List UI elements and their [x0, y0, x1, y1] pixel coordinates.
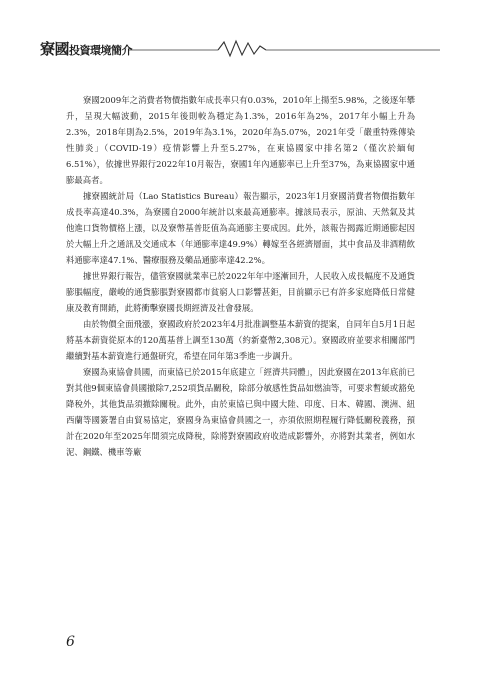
paragraph-cpi-history: 寮國2009年之消費者物價指數年成長率只有0.03%，2010年上揚至5.98%，之後逐年攀升，呈現大幅波動，2015年後則較為穩定為1.3%，2016年為2%，2017年小幅上升為2.3%，2018年則為2.5%，2019年為3.1%，2020年為5.07%，2021年受「嚴重特殊傳染性肺炎」（COVID-19）疫情影響上升至5.27%，在東協國家中排名第2（僅次於緬甸6.51%），依據世界銀行2022年10月報告，寮國1年內通膨率已上升至37%，為東協國家中通膨最高者。 — [66, 95, 415, 185]
header-title-subtitle: 投資環境簡介 — [69, 44, 133, 57]
paragraph-minimum-wage: 由於物價全面飛漲，寮國政府於2023年4月批准調整基本薪資的提案，自同年自5月1日起將基本薪資從原本的120萬基普上調至130萬（約新臺幣2,308元）。寮國政府並要求相關部門繼續對基本薪資進行通盤研究，希望在同年第3季進一步調升。 — [66, 319, 415, 361]
paragraph-statistics-bureau: 據寮國統計局（Lao Statistics Bureau）報告顯示，2023年1月寮國消費者物價指數年成長率高達40.3%，為寮國自2000年統計以來最高通膨率。據該局表示，原油、天然氣及其他進口貨物價格上漲，以及寮幣基普貶值為高通膨主要成因。此外，該報告揭露近期通膨起因於大幅上升之通訊及交通成本（年通膨率達49.9%）轉嫁至各經濟層面，其中食品及非酒精飲料通膨率達47.1%、醫療服務及藥品通膨率達42.2%。 — [66, 191, 415, 265]
header-title — [40, 38, 132, 59]
header-title-country: 寮國 — [40, 40, 70, 58]
paragraph-asean: 寮國為東協會員國，而東協已於2015年底建立「經濟共同體」，因此寮國在2013年底前已對其他9個東協會員國撤除7,252項貨品關稅，除部分敏感性貨品如燃油等，可要求暫緩或豁免降稅外，其他貨品須撤除關稅。此外，由於東協已與中國大陸、印度、日本、韓國、澳洲、紐西蘭等國簽署自由貿易協定，寮國身為東協會員國之一，亦須依照期程履行降低關稅義務，預計在2020年至2025年間須完成降稅，除將對寮國政府收造成影響外，亦將對其業者，例如水泥、鋼鐵、機車等廠 — [66, 367, 415, 457]
body-text — [66, 92, 415, 460]
running-header — [40, 38, 440, 58]
paragraph-world-bank: 據世界銀行報告，儘管寮國就業率已於2022年年中逐漸回升，人民收入成長幅度不及通貨膨脹幅度，嚴峻的通貨膨脹對寮國都市貧窮人口影響甚鉅，目前顯示已有許多家庭降低日常健康及教育開銷，此將衝擊寮國長期經濟及社會發展。 — [66, 271, 415, 313]
page-number: 6 — [66, 634, 75, 650]
